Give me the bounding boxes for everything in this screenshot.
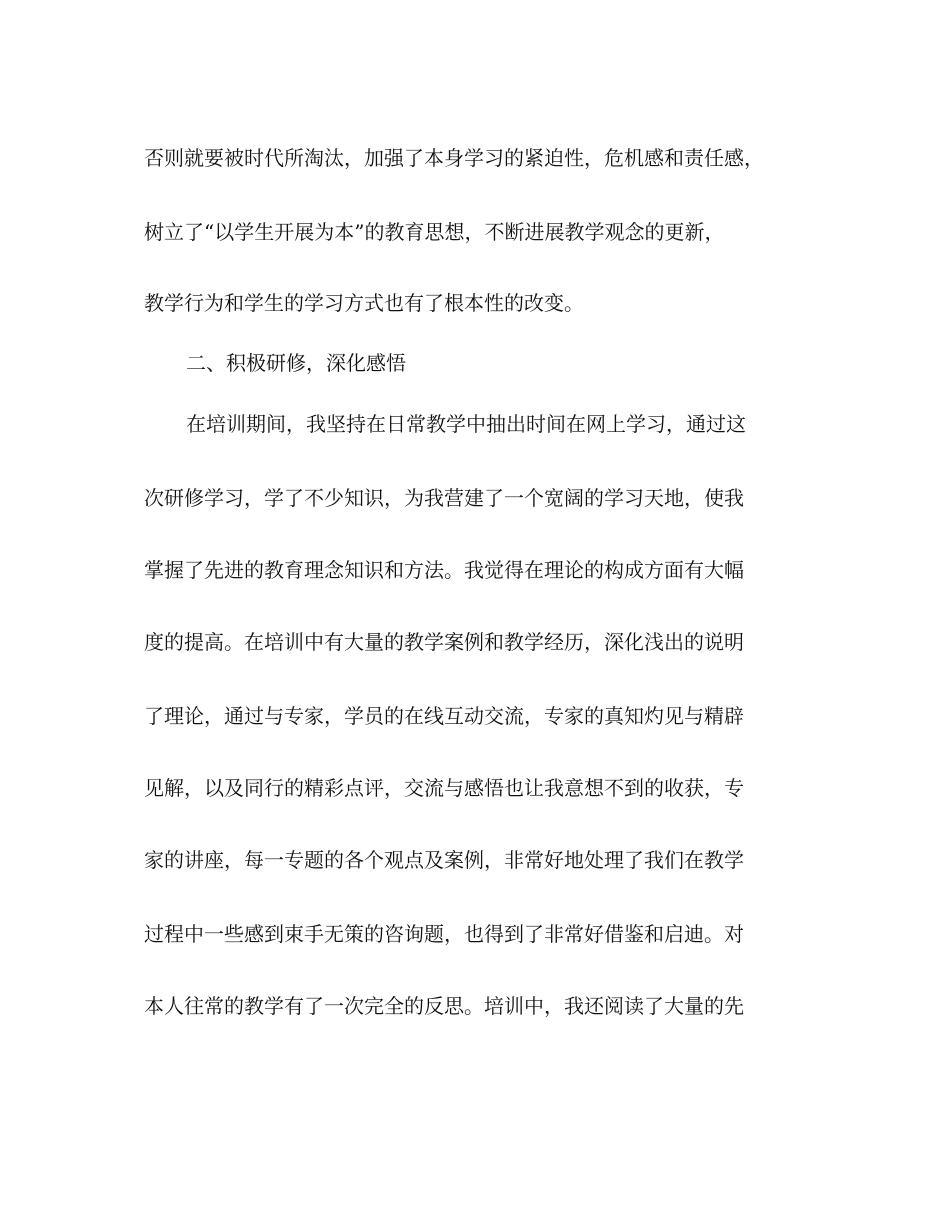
paragraph-line: 了理论，通过与专家，学员的在线互动交流，专家的真知灼见与精辟 [144,704,744,728]
section-heading: 二、积极研修，深化感悟 [186,351,406,375]
paragraph-line: 树立了“以学生开展为本”的教育思想，不断进展教学观念的更新， [144,220,725,244]
paragraph-line: 本人往常的教学有了一次完全的反思。培训中，我还阅读了大量的先 [144,994,744,1018]
paragraph-line: 次研修学习，学了不少知识，为我营建了一个宽阔的学习天地，使我 [144,486,744,510]
paragraph-line: 过程中一些感到束手无策的咨询题，也得到了非常好借鉴和启迪。对 [144,922,744,946]
paragraph-line: 家的讲座，每一专题的各个观点及案例，非常好地处理了我们在教学 [144,848,744,872]
paragraph-line: 见解，以及同行的精彩点评，交流与感悟也让我意想不到的收获，专 [144,776,744,800]
paragraph-line: 在培训期间，我坚持在日常教学中抽出时间在网上学习，通过这 [186,412,746,436]
paragraph-line: 度的提高。在培训中有大量的教学案例和教学经历，深化浅出的说明 [144,630,744,654]
paragraph-line: 否则就要被时代所淘汰，加强了本身学习的紧迫性，危机感和责任感， [144,146,764,170]
paragraph-line: 教学行为和学生的学习方式也有了根本性的改变。 [144,291,584,315]
paragraph-line: 掌握了先进的教育理念知识和方法。我觉得在理论的构成方面有大幅 [144,558,744,582]
